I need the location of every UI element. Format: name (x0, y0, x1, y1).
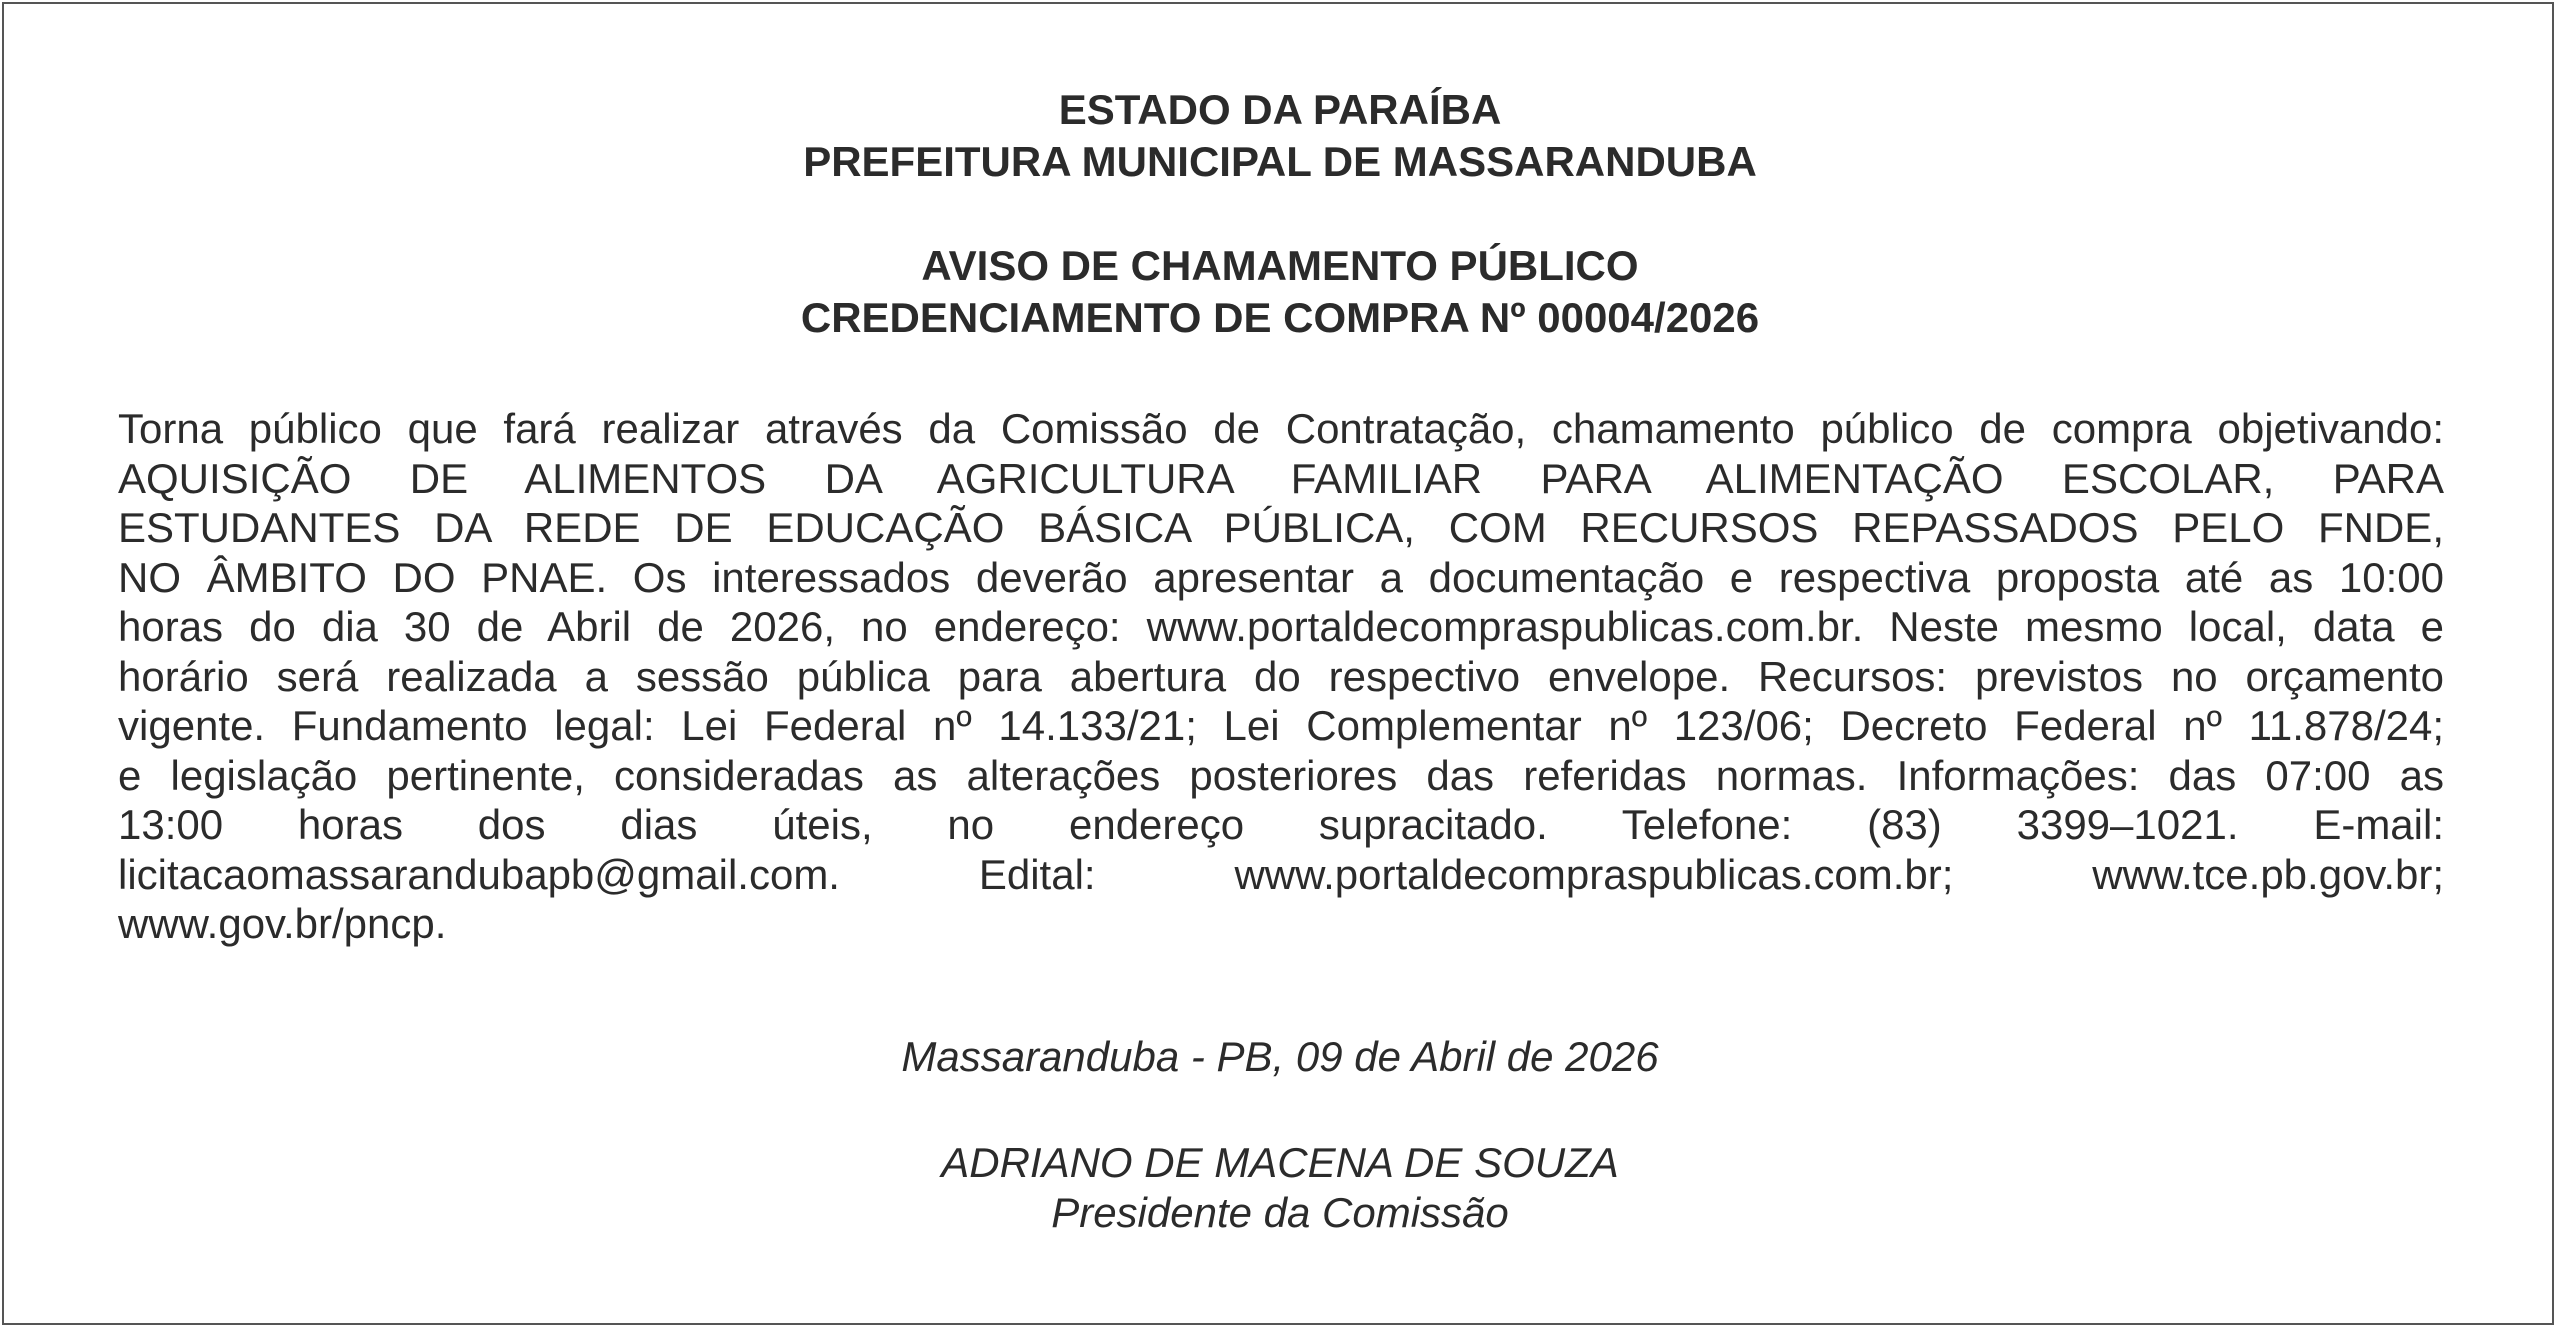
header-issuer (0, 84, 2560, 188)
body-line: 13:00 horas dos dias úteis, no endereço supracitado. Telefone: (83) 3399–1021. E-mail: (118, 801, 2444, 848)
state-name: ESTADO DA PARAÍBA (1058, 86, 1502, 133)
body-line: AQUISIÇÃO DE ALIMENTOS DA AGRICULTURA FAMILIAR PARA ALIMENTAÇÃO ESCOLAR, PARA (118, 454, 2444, 502)
body-line: ESTUDANTES DA REDE DE EDUCAÇÃO BÁSICA PÚBLICA, COM RECURSOS REPASSADOS PELO FNDE, (118, 504, 2444, 551)
body-line: licitacaomassarandubapb@gmail.com. Edital: www.portaldecompraspublicas.com.br; www.tce.pb.gov.br; (118, 850, 2444, 898)
notice-number: CREDENCIAMENTO DE COMPRA Nº 00004/2026 (800, 294, 1760, 341)
place-date: Massaranduba - PB, 09 de Abril de 2026 (901, 1033, 1659, 1080)
body-line: NO ÂMBITO DO PNAE. Os interessados deverão apresentar a documentação e respectiva proposta até as 10:00 (118, 553, 2444, 601)
signer-name: ADRIANO DE MACENA DE SOUZA (941, 1139, 1619, 1186)
body-line: horas do dia 30 de Abril de 2026, no endereço: www.portaldecompraspublicas.com.br. Neste mesmo local, data e (118, 603, 2444, 650)
body-line: www.gov.br/pncp. (118, 900, 447, 947)
signer-role: Presidente da Comissão (1051, 1189, 1509, 1236)
signature-block (0, 1138, 2560, 1238)
body-line: horário será realizada a sessão pública para abertura do respectivo envelope. Recursos: previstos no orçamento (118, 652, 2444, 700)
header-notice (0, 240, 2560, 344)
notice-title: AVISO DE CHAMAMENTO PÚBLICO (921, 242, 1639, 289)
body-line: vigente. Fundamento legal: Lei Federal nº 14.133/21; Lei Complementar nº 123/06; Decreto Federal nº 11.878/24; (118, 702, 2444, 749)
body-line: e legislação pertinente, consideradas as alterações posteriores das referidas normas. Informações: das 07:00 as (118, 751, 2444, 799)
notice-body (118, 404, 2444, 949)
body-line: Torna público que fará realizar através da Comissão de Contratação, chamamento público de compra objetivando: (118, 405, 2444, 452)
municipality-name: PREFEITURA MUNICIPAL DE MASSARANDUBA (803, 138, 1757, 185)
